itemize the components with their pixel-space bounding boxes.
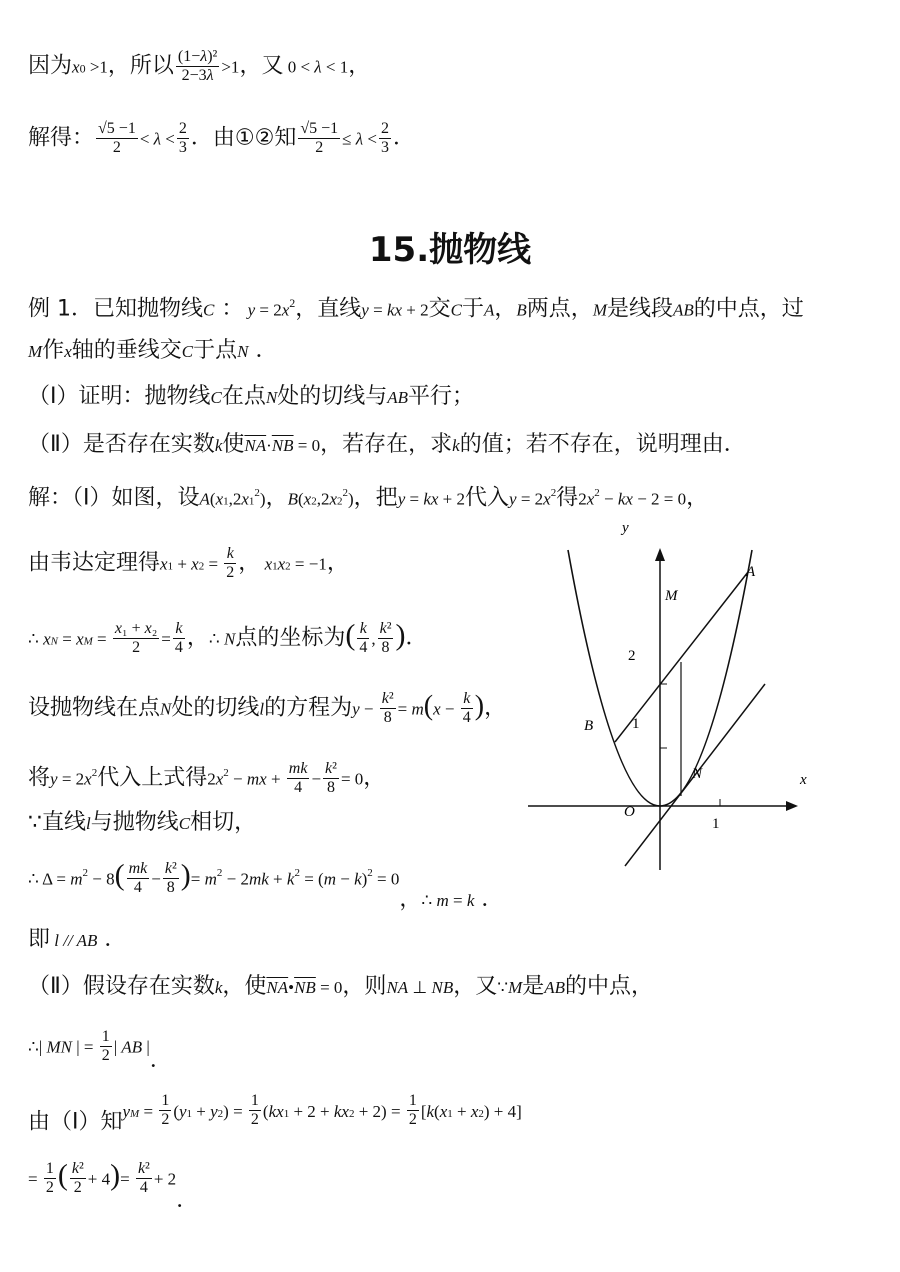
ym2-line: = $\frac{1}{2}$ ( $\frac{\text{k²}}{2}$ + 4)= $\frac{\text{k²}}{4}$ + 2．	[28, 1158, 199, 1213]
solution-start: 解：（Ⅰ）如图，设$A(x1,2x1^2)$，$B(x2,2x2^2)$，把y = kx + 2代入$y = 2x^2$得$2x^2$ − kx − 2 = 0，	[28, 485, 709, 511]
mn-line: ∴| MN | = $\frac{1}{2}$ | AB |．	[28, 1028, 172, 1073]
point-m-label: M	[665, 588, 678, 604]
point-n-label: N	[692, 766, 703, 782]
vieta-line: 由韦达定理得x1 + x2 = $\frac{k}{2}$ ， x1x2 = −1，	[28, 545, 349, 581]
xn-line: ∴ xN = xM = $\frac{\text{x₁ + x₂}}{2}$ = $\frac{k}{4}$ ，∴ N点的坐标为( $\frac{k}{4}$ , $\frac{\text{k²}}{8}$ )．	[28, 618, 428, 656]
tick-label-y2: 2	[628, 648, 636, 664]
tick-label-y1: 1	[632, 716, 640, 732]
delta-line: ∴ $\Delta = m^2 - 8$( $\frac{mk}{4}$ − $\frac{\text{k²}}{8}$ )= $m^2 - 2mk + k^2 = (m - k)^2 = 0$，∴ m = k ．	[28, 858, 504, 913]
example-line-1: 例 1．已知抛物线C ： $y = 2x^2$，直线y = kx + 2交C于A，B两点，M是线段AB的中点，过	[28, 296, 804, 322]
line-1: 因为x0 >1，所以 $\frac{\text{(1−λ)²}}{2-3\lambda}$ >1，又 0 < λ < 1，	[28, 48, 371, 84]
y-axis-arrow	[655, 548, 665, 561]
tick-label-x1: 1	[712, 816, 720, 832]
example-line-2: M作x轴的垂线交C于点N ．	[28, 338, 278, 363]
question-1: （Ⅰ）证明：抛物线C在点N处的切线与AB平行；	[28, 384, 475, 409]
question-2: （Ⅱ）是否存在实数k使$\overline{NA}\cdot\overline{NB} = 0$，若存在，求k的值；若不存在，说明理由．	[28, 432, 746, 457]
parabola-figure	[520, 510, 820, 880]
axis-x-label: x	[800, 772, 807, 788]
section-title: 15.抛物线	[368, 230, 532, 270]
origin-label: O	[624, 804, 635, 820]
point-a-label: A	[746, 564, 756, 580]
axis-y-label: y	[622, 520, 629, 536]
touch-line: ∵直线l与抛物线C相切，	[28, 810, 257, 835]
point-b-label: B	[584, 718, 594, 734]
line-2: 解得： $\frac{√5 -1}{2}$ < λ < $\frac{2}{3}$ ．由①②知 $\frac{√5 -1}{2}$ ≤ λ < $\frac{2}{3}$ ．	[28, 120, 415, 156]
x-axis-arrow	[786, 801, 798, 811]
substitute-line: 将$y = 2x^2$代入上式得$2x^2$ − mx + $\frac{mk}{4}$ − $\frac{\text{k²}}{8}$ = 0，	[28, 759, 386, 796]
part2-line: （Ⅱ）假设存在实数k，使$\overline{NA}•\overline{NB} = 0$，则NA ⊥ NB，又∵M是AB的中点，	[28, 974, 654, 999]
tangent-line: 设抛物线在点N处的切线l的方程为y − $\frac{\text{k²}}{8}$ = m(x − $\frac{k}{4}$ )，	[28, 690, 507, 726]
parallel-line: 即 l // AB ．	[28, 927, 127, 952]
ym-line: 由（Ⅰ）知yM = $\frac{1}{2}$ (y1 + y2) = $\frac{1}{2}$ (kx1 + 2 + kx2 + 2) = $\frac{1}{2}$ [k(x1 + x2) + 4]	[28, 1092, 522, 1135]
